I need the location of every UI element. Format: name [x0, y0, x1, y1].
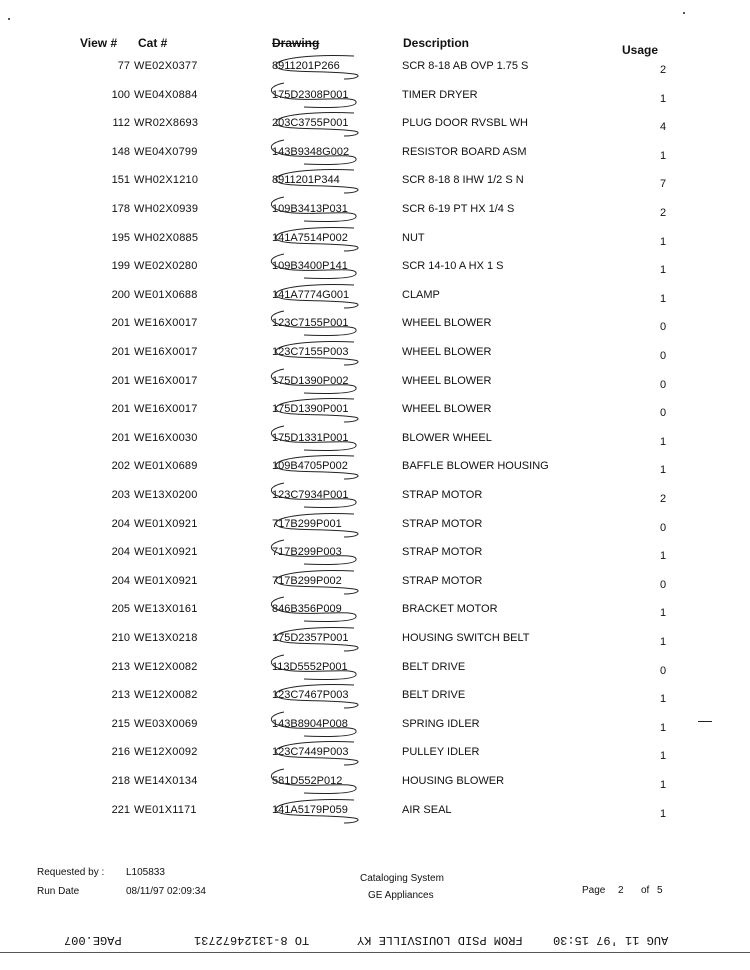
cat-number: WE16X0017 [134, 317, 198, 330]
table-row [0, 804, 750, 824]
drawing-number: 143B8904P008 [272, 717, 348, 730]
cat-number: WE14X0134 [134, 775, 198, 787]
cat-number: WE02X0280 [134, 260, 198, 273]
drawing-number: 175D2357P001 [272, 632, 349, 644]
view-number: 199 [111, 260, 130, 273]
table-row [0, 317, 750, 337]
view-number: 203 [111, 489, 130, 501]
view-number: 205 [111, 603, 130, 616]
description: HOUSING SWITCH BELT [402, 632, 530, 644]
table-row [0, 661, 750, 681]
description: HOUSING BLOWER [402, 775, 505, 787]
view-number: 112 [112, 117, 130, 130]
view-number: 221 [111, 803, 130, 816]
header-drawing: Drawing [272, 36, 320, 50]
usage-count: 0 [659, 321, 667, 334]
usage-count: 0 [659, 578, 667, 591]
fax-from: FROM PSID LOUISVILLE KY [357, 933, 523, 947]
description: WHEEL BLOWER [402, 374, 492, 387]
drawing-number: 113D5552P001 [272, 660, 348, 673]
drawing-number: 123C7467P003 [272, 689, 349, 702]
cat-number: WE16X0017 [134, 374, 198, 387]
table-row [0, 546, 750, 566]
usage-count: 1 [659, 149, 667, 162]
usage-count: 4 [659, 121, 667, 134]
cat-number: WE01X0921 [134, 574, 198, 587]
cat-number: WE16X0030 [134, 431, 198, 444]
cat-number: WE12X0092 [134, 746, 198, 759]
table-row [0, 60, 750, 80]
drawing-number: 717B299P003 [272, 546, 342, 559]
table-row [0, 632, 750, 652]
description: STRAP MOTOR [402, 489, 483, 501]
view-number: 151 [111, 174, 130, 187]
cataloging-system: Cataloging System [360, 873, 444, 884]
margin-dash [698, 721, 712, 722]
cat-number: WE16X0017 [134, 403, 198, 416]
drawing-number: 175D1331P001 [272, 431, 349, 444]
table-row [0, 518, 750, 538]
header-usage: Usage [622, 43, 659, 57]
usage-count: 1 [659, 636, 667, 648]
cat-number: WE03X0069 [134, 717, 198, 730]
drawing-number: 175D1390P002 [272, 374, 349, 387]
usage-count: 0 [659, 350, 667, 362]
fax-page: PAGE.007 [64, 933, 122, 947]
table-row [0, 489, 750, 509]
drawing-number: 717B299P002 [272, 574, 342, 587]
view-number: 216 [111, 746, 130, 759]
description: SCR 6-19 PT HX 1/4 S [402, 203, 515, 215]
description: BAFFLE BLOWER HOUSING [402, 460, 549, 473]
table-row [0, 260, 750, 280]
usage-count: 1 [659, 607, 667, 620]
cat-number: WE01X0688 [134, 288, 198, 301]
cat-number: WH02X1210 [134, 174, 199, 187]
description: BELT DRIVE [402, 689, 466, 702]
run-date-label: Run Date [37, 886, 80, 897]
drawing-number: 175D1390P001 [272, 403, 349, 416]
usage-count: 1 [659, 435, 667, 448]
fax-date-time: AUG 11 '97 15:30 [553, 933, 669, 947]
drawing-number: 175D2308P001 [272, 88, 349, 101]
usage-count: 1 [659, 264, 667, 277]
drawing-number: 8911201P344 [272, 174, 340, 187]
table-row [0, 203, 750, 223]
description: WHEEL BLOWER [402, 346, 492, 358]
description: RESISTOR BOARD ASM [402, 145, 527, 158]
usage-count: 1 [659, 92, 667, 105]
table-row [0, 689, 750, 709]
drawing-number: 717B299P001 [272, 517, 342, 530]
drawing-number: 203C3755P001 [272, 117, 349, 130]
view-number: 210 [111, 632, 130, 644]
run-date-value: 08/11/97 02:09:34 [126, 886, 206, 897]
view-number: 213 [111, 660, 130, 673]
usage-count: 1 [659, 807, 667, 820]
usage-count: 0 [659, 378, 667, 391]
view-number: 201 [111, 431, 130, 444]
view-number: 204 [111, 546, 130, 559]
cat-number: WE04X0884 [134, 88, 198, 101]
drawing-number: 123C7449P003 [272, 746, 349, 759]
table-row [0, 603, 750, 623]
description: NUT [402, 231, 425, 244]
cat-number: WE16X0017 [134, 346, 198, 358]
description: PULLEY IDLER [402, 746, 480, 759]
description: AIR SEAL [402, 803, 452, 816]
cat-number: WE12X0082 [134, 660, 198, 673]
table-row [0, 375, 750, 395]
cat-number: WR02X8693 [134, 117, 199, 130]
speck [8, 18, 10, 20]
usage-count: 0 [659, 521, 667, 534]
requested-by-label: Requested by : [37, 867, 105, 878]
table-row [0, 174, 750, 194]
view-number: 178 [111, 203, 130, 215]
page-total: 5 [657, 885, 663, 896]
view-number: 77 [117, 60, 130, 72]
header-description: Description [403, 36, 470, 50]
description: PLUG DOOR RVSBL WH [402, 117, 528, 130]
drawing-number: 846B356P009 [272, 603, 342, 616]
table-row [0, 146, 750, 166]
drawing-number: 141A7774G001 [272, 288, 350, 301]
drawing-number: 141A5179P059 [272, 803, 348, 816]
table-row [0, 432, 750, 452]
drawing-number: 123C7155P003 [272, 346, 349, 358]
table-row [0, 403, 750, 423]
usage-count: 1 [659, 550, 667, 563]
page-number: 2 [618, 885, 624, 896]
table-row [0, 718, 750, 738]
header-cat: Cat # [138, 36, 168, 50]
cat-number: WE01X0921 [134, 517, 198, 530]
page-of-label: of [641, 885, 650, 896]
usage-count: 2 [659, 493, 667, 505]
drawing-number: 109B3413P031 [272, 203, 348, 215]
cat-number: WE01X0921 [134, 546, 198, 559]
description: BRACKET MOTOR [402, 603, 498, 616]
view-number: 201 [111, 346, 130, 358]
drawing-number: 8911201P266 [272, 60, 340, 72]
drawing-number: 141A7514P002 [272, 231, 348, 244]
view-number: 100 [111, 88, 130, 101]
usage-count: 1 [659, 292, 667, 305]
cat-number: WE01X1171 [134, 803, 197, 816]
cat-number: WE13X0161 [134, 603, 198, 616]
usage-count: 0 [659, 407, 667, 420]
company-name: GE Appliances [368, 890, 434, 901]
table-row [0, 289, 750, 309]
description: BLOWER WHEEL [402, 431, 492, 444]
cat-number: WH02X0885 [134, 231, 199, 244]
description: SPRING IDLER [402, 717, 480, 730]
view-number: 204 [111, 574, 130, 587]
cat-number: WE13X0200 [134, 489, 198, 501]
view-number: 215 [111, 717, 130, 730]
table-row [0, 89, 750, 109]
requested-by-value: L105833 [126, 867, 165, 878]
view-number: 148 [111, 145, 130, 158]
header-view: View # [80, 36, 118, 50]
view-number: 201 [111, 317, 130, 330]
drawing-number: 123C7155P001 [272, 317, 349, 330]
drawing-number: 123C7934P001 [272, 489, 349, 501]
page-label: Page [582, 885, 606, 896]
usage-count: 1 [659, 750, 667, 763]
table-row [0, 232, 750, 252]
fax-to: TO 8-13124672731 [194, 933, 310, 947]
table-row [0, 460, 750, 480]
table-row [0, 346, 750, 366]
cat-number: WE02X0377 [134, 60, 198, 72]
usage-count: 1 [659, 779, 667, 791]
drawing-number: 109B3400P141 [272, 260, 348, 273]
view-number: 201 [111, 374, 130, 387]
cat-number: WE12X0082 [134, 689, 198, 702]
usage-count: 7 [659, 178, 667, 191]
usage-count: 2 [659, 207, 667, 219]
description: WHEEL BLOWER [402, 317, 492, 330]
view-number: 213 [111, 689, 130, 702]
cat-number: WE04X0799 [134, 145, 198, 158]
cat-number: WE13X0218 [134, 632, 198, 644]
drawing-number: 143B9348G002 [272, 145, 350, 158]
usage-count: 0 [659, 664, 667, 677]
usage-count: 1 [659, 464, 667, 477]
cat-number: WE01X0689 [134, 460, 198, 473]
drawing-number: 109B4705P002 [272, 460, 348, 473]
table-row [0, 117, 750, 137]
usage-count: 1 [659, 693, 667, 706]
description: BELT DRIVE [402, 660, 466, 673]
usage-count: 2 [659, 64, 667, 76]
view-number: 218 [111, 775, 130, 787]
view-number: 195 [111, 231, 130, 244]
view-number: 202 [111, 460, 130, 473]
usage-count: 1 [659, 721, 667, 734]
view-number: 204 [111, 517, 130, 530]
description: CLAMP [402, 288, 440, 301]
description: STRAP MOTOR [402, 517, 483, 530]
description: STRAP MOTOR [402, 546, 483, 559]
description: STRAP MOTOR [402, 574, 483, 587]
speck [683, 12, 685, 14]
view-number: 201 [111, 403, 130, 416]
table-row [0, 575, 750, 595]
table-row [0, 775, 750, 795]
usage-count: 1 [659, 235, 667, 248]
cat-number: WH02X0939 [134, 203, 199, 215]
description: WHEEL BLOWER [402, 403, 492, 416]
table-row [0, 746, 750, 766]
fax-rule [0, 952, 750, 953]
description: SCR 8-18 8 IHW 1/2 S N [402, 174, 524, 187]
view-number: 200 [111, 288, 130, 301]
description: SCR 14-10 A HX 1 S [402, 260, 504, 273]
description: SCR 8-18 AB OVP 1.75 S [402, 60, 529, 72]
drawing-number: 581D552P012 [272, 775, 343, 787]
description: TIMER DRYER [402, 88, 478, 101]
